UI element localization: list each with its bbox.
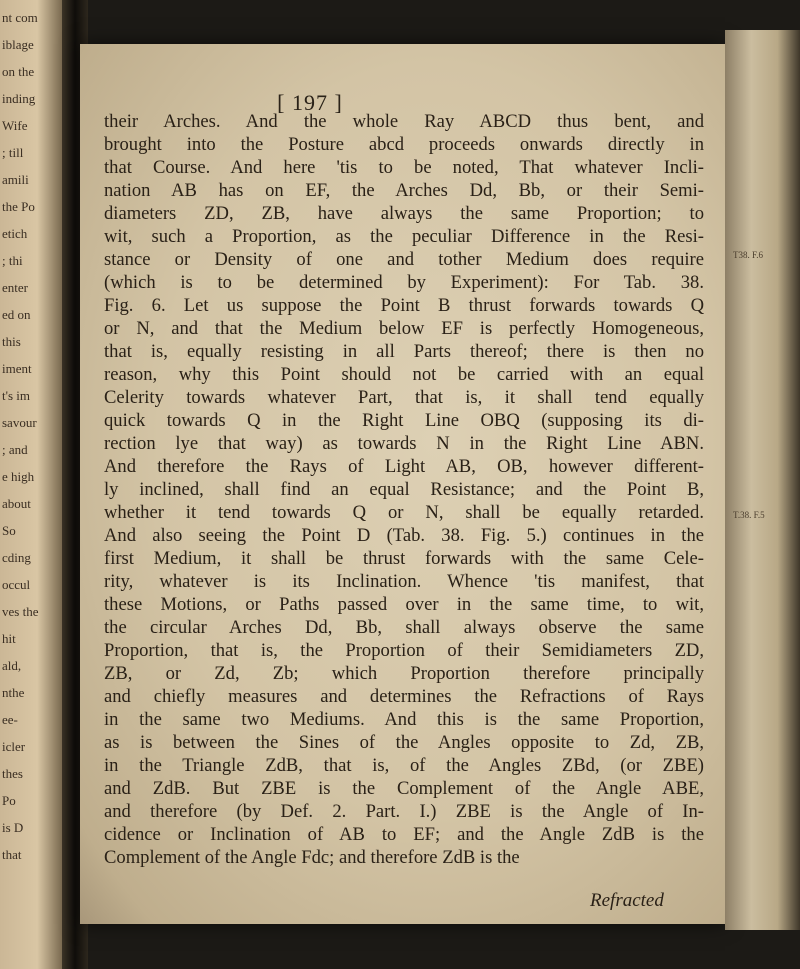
- facing-page-word: iblage: [2, 37, 34, 52]
- page-edge-stack: [725, 30, 800, 930]
- margin-note-2: T.38. F.5: [733, 510, 765, 520]
- text-line: diameters ZD, ZB, have always the same Proportion; to: [104, 203, 704, 224]
- text-line: as is between the Sines of the Angles opposite to Zd, ZB,: [104, 732, 704, 753]
- text-line: whether it tend towards Q or N, shall be equally retarded.: [104, 502, 704, 523]
- text-line: in the Triangle ZdB, that is, of the Angles ZBd, (or ZBE): [104, 755, 704, 776]
- facing-page-word: on the: [2, 64, 35, 79]
- catchword: Refracted: [590, 890, 664, 911]
- margin-note-1: T38. F.6: [733, 250, 764, 260]
- facing-page-word: ee-: [2, 712, 18, 727]
- text-line: Proportion, that is, the Proportion of their Semidiameters ZD,: [104, 640, 704, 661]
- text-line: nation AB has on EF, the Arches Dd, Bb, or their Semi-: [104, 180, 704, 201]
- facing-page-word: is D: [2, 820, 24, 835]
- facing-page-word: thes: [2, 766, 23, 781]
- facing-page-word: nthe: [2, 685, 25, 700]
- page-body-text: [104, 110, 704, 869]
- facing-page-word: that: [2, 847, 22, 862]
- text-line: and chiefly measures and determines the Refractions of Rays: [104, 686, 704, 707]
- facing-page-fragment: [0, 0, 62, 969]
- text-line: Fig. 6. Let us suppose the Point B thrust forwards towards Q: [104, 295, 704, 316]
- text-line: quick towards Q in the Right Line OBQ (supposing its di-: [104, 410, 704, 431]
- facing-page-word: ; till: [2, 145, 24, 160]
- facing-page-word: ald,: [2, 658, 22, 673]
- text-line: that Course. And here 'tis to be noted, That whatever Incli-: [104, 157, 704, 178]
- facing-page-word: ves the: [2, 604, 39, 619]
- facing-page-word: enter: [2, 280, 28, 295]
- facing-page-word: occul: [2, 577, 31, 592]
- page-number: [ 197 ]: [277, 90, 343, 115]
- facing-page-word: t's im: [2, 388, 30, 403]
- text-line: Complement of the Angle Fdc; and therefore ZdB is the: [104, 847, 520, 868]
- facing-page-word: about: [2, 496, 31, 511]
- text-line: their Arches. And the whole Ray ABCD thus bent, and: [104, 111, 704, 132]
- text-line: reason, why this Point should not be carried with an equal: [104, 364, 704, 385]
- text-line: these Motions, or Paths passed over in the same time, to wit,: [104, 594, 704, 615]
- facing-page-word: savour: [2, 415, 37, 430]
- text-line: brought into the Posture abcd proceeds onwards directly in: [104, 134, 704, 155]
- book-page: [80, 44, 725, 924]
- text-line: Celerity towards whatever Part, that is, it shall tend equally: [104, 387, 704, 408]
- facing-page-word: Po: [2, 793, 16, 808]
- facing-page-word: amili: [2, 172, 29, 187]
- text-line: rity, whatever is its Inclination. Whence 'tis manifest, that: [104, 571, 704, 592]
- text-line: And also seeing the Point D (Tab. 38. Fig. 5.) continues in the: [104, 525, 704, 546]
- facing-page-word: the Po: [2, 199, 35, 214]
- facing-page-word: e high: [2, 469, 35, 484]
- text-line: that is, equally resisting in all Parts thereof; there is then no: [104, 341, 704, 362]
- text-line: (which is to be determined by Experiment): For Tab. 38.: [104, 272, 704, 293]
- text-line: ly inclined, shall find an equal Resistance; and the Point B,: [104, 479, 704, 500]
- facing-page-word: etich: [2, 226, 28, 241]
- facing-page-word: Wife: [2, 118, 28, 133]
- facing-page-word: ed on: [2, 307, 31, 322]
- text-line: the circular Arches Dd, Bb, shall always observe the same: [104, 617, 704, 638]
- facing-page-word: this: [2, 334, 21, 349]
- text-line: wit, such a Proportion, as the peculiar Difference in the Resi-: [104, 226, 704, 247]
- facing-page-word: icler: [2, 739, 26, 754]
- text-line: rection lye that way) as towards N in the Right Line ABN.: [104, 433, 704, 454]
- text-line: and ZdB. But ZBE is the Complement of the Angle ABE,: [104, 778, 704, 799]
- text-line: in the same two Mediums. And this is the same Proportion,: [104, 709, 704, 730]
- text-line: cidence or Inclination of AB to EF; and the Angle ZdB is the: [104, 824, 704, 845]
- facing-page-word: So: [2, 523, 16, 538]
- text-line: or N, and that the Medium below EF is perfectly Homogeneous,: [104, 318, 704, 339]
- facing-page-word: hit: [2, 631, 16, 646]
- facing-page-word: inding: [2, 91, 36, 106]
- text-line: ZB, or Zd, Zb; which Proportion therefore principally: [104, 663, 704, 684]
- facing-page-word: ; thi: [2, 253, 23, 268]
- facing-page-word: cding: [2, 550, 31, 565]
- facing-page-word: nt com: [2, 10, 38, 25]
- text-line: first Medium, it shall be thrust forwards with the same Cele-: [104, 548, 704, 569]
- text-line: and therefore (by Def. 2. Part. I.) ZBE is the Angle of In-: [104, 801, 704, 822]
- facing-page-word: ; and: [2, 442, 28, 457]
- text-line: stance or Density of one and tother Medium does require: [104, 249, 704, 270]
- facing-page-word: iment: [2, 361, 32, 376]
- text-line: And therefore the Rays of Light AB, OB, however different-: [104, 456, 704, 477]
